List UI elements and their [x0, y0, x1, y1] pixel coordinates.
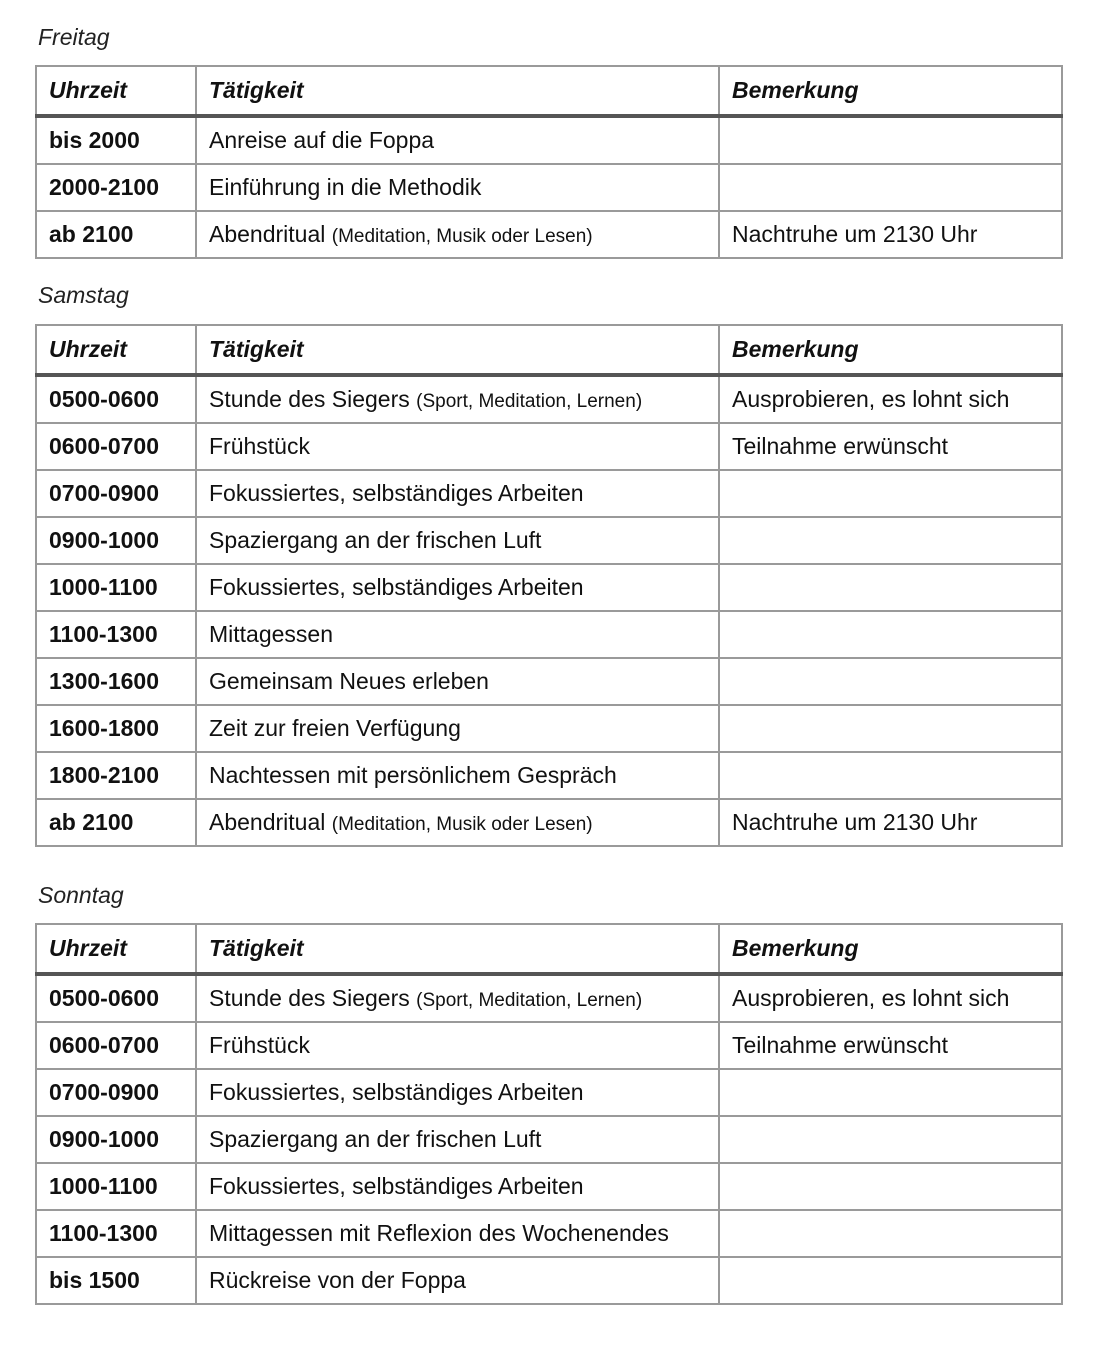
- time-cell: 0600-0700: [36, 423, 196, 470]
- header-uhrzeit: Uhrzeit: [36, 924, 196, 974]
- table-row: [36, 1163, 1062, 1210]
- remark-cell: [719, 564, 1062, 611]
- remark-cell: Nachtruhe um 2130 Uhr: [719, 799, 1062, 846]
- table-row: [36, 1022, 1062, 1069]
- time-cell: bis 2000: [36, 116, 196, 164]
- activity-cell: [196, 1022, 719, 1069]
- time-cell: 1000-1100: [36, 1163, 196, 1210]
- table-row: [36, 1116, 1062, 1163]
- remark-cell: [719, 470, 1062, 517]
- table-row: [36, 517, 1062, 564]
- table-row: [36, 705, 1062, 752]
- table-row: [36, 116, 1062, 164]
- header-uhrzeit: Uhrzeit: [36, 66, 196, 116]
- activity-cell: [196, 116, 719, 164]
- table-row: [36, 1069, 1062, 1116]
- activity-cell: [196, 658, 719, 705]
- activity-text: Einführung in die Methodik: [209, 174, 482, 200]
- activity-text: Fokussiertes, selbständiges Arbeiten: [209, 1173, 584, 1199]
- table-row: [36, 211, 1062, 258]
- activity-text: Gemeinsam Neues erleben: [209, 668, 489, 694]
- time-cell: 1000-1100: [36, 564, 196, 611]
- activity-text: Nachtessen mit persönlichem Gespräch: [209, 762, 617, 788]
- activity-cell: [196, 211, 719, 258]
- activity-cell: [196, 1116, 719, 1163]
- schedule-table-freitag: [35, 65, 1063, 259]
- remark-cell: [719, 1116, 1062, 1163]
- time-cell: 0900-1000: [36, 517, 196, 564]
- table-header-row: [36, 66, 1062, 116]
- activity-note: (Sport, Meditation, Lernen): [416, 990, 643, 1011]
- table-row: [36, 423, 1062, 470]
- activity-cell: [196, 564, 719, 611]
- activity-cell: [196, 752, 719, 799]
- activity-text: Abendritual: [209, 809, 326, 835]
- header-taetigkeit: Tätigkeit: [196, 66, 719, 116]
- remark-cell: Ausprobieren, es lohnt sich: [719, 974, 1062, 1022]
- table-row: [36, 1210, 1062, 1257]
- activity-cell: [196, 1210, 719, 1257]
- activity-cell: [196, 611, 719, 658]
- remark-cell: [719, 1163, 1062, 1210]
- activity-cell: [196, 1069, 719, 1116]
- activity-text: Mittagessen: [209, 621, 334, 647]
- activity-text: Rückreise von der Foppa: [209, 1267, 466, 1293]
- activity-text: Fokussiertes, selbständiges Arbeiten: [209, 574, 584, 600]
- time-cell: ab 2100: [36, 211, 196, 258]
- header-taetigkeit: Tätigkeit: [196, 325, 719, 375]
- schedule-table-samstag: [35, 324, 1063, 847]
- time-cell: bis 1500: [36, 1257, 196, 1304]
- table-row: [36, 470, 1062, 517]
- activity-text: Fokussiertes, selbständiges Arbeiten: [209, 1079, 584, 1105]
- time-cell: 0700-0900: [36, 1069, 196, 1116]
- activity-note: (Sport, Meditation, Lernen): [416, 391, 643, 412]
- activity-text: Zeit zur freien Verfügung: [209, 715, 461, 741]
- time-cell: 0600-0700: [36, 1022, 196, 1069]
- table-row: [36, 1257, 1062, 1304]
- schedule-table-sonntag: [35, 923, 1063, 1305]
- time-cell: 0900-1000: [36, 1116, 196, 1163]
- header-taetigkeit: Tätigkeit: [196, 924, 719, 974]
- remark-cell: [719, 1257, 1062, 1304]
- table-row: [36, 752, 1062, 799]
- header-bemerkung: Bemerkung: [719, 66, 1062, 116]
- time-cell: 0500-0600: [36, 974, 196, 1022]
- time-cell: 2000-2100: [36, 164, 196, 211]
- activity-cell: [196, 164, 719, 211]
- table-row: [36, 611, 1062, 658]
- remark-cell: [719, 658, 1062, 705]
- activity-cell: [196, 974, 719, 1022]
- table-row: [36, 974, 1062, 1022]
- activity-text: Fokussiertes, selbständiges Arbeiten: [209, 480, 584, 506]
- table-row: [36, 799, 1062, 846]
- time-cell: 1100-1300: [36, 1210, 196, 1257]
- table-row: [36, 375, 1062, 423]
- activity-cell: [196, 1257, 719, 1304]
- time-cell: 1800-2100: [36, 752, 196, 799]
- activity-text: Frühstück: [209, 1032, 310, 1058]
- day-title-samstag: Samstag: [38, 282, 129, 308]
- remark-cell: [719, 705, 1062, 752]
- table-row: [36, 564, 1062, 611]
- remark-cell: Ausprobieren, es lohnt sich: [719, 375, 1062, 423]
- remark-cell: [719, 116, 1062, 164]
- remark-cell: [719, 517, 1062, 564]
- activity-text: Mittagessen mit Reflexion des Wochenendes: [209, 1220, 669, 1246]
- activity-text: Anreise auf die Foppa: [209, 127, 435, 153]
- remark-cell: Teilnahme erwünscht: [719, 1022, 1062, 1069]
- activity-text: Spaziergang an der frischen Luft: [209, 527, 542, 553]
- remark-cell: [719, 1210, 1062, 1257]
- time-cell: 0500-0600: [36, 375, 196, 423]
- table-header-row: [36, 924, 1062, 974]
- activity-text: Abendritual: [209, 221, 326, 247]
- header-bemerkung: Bemerkung: [719, 924, 1062, 974]
- remark-cell: [719, 752, 1062, 799]
- header-bemerkung: Bemerkung: [719, 325, 1062, 375]
- activity-text: Stunde des Siegers: [209, 386, 410, 412]
- activity-cell: [196, 799, 719, 846]
- remark-cell: Nachtruhe um 2130 Uhr: [719, 211, 1062, 258]
- activity-cell: [196, 517, 719, 564]
- activity-cell: [196, 705, 719, 752]
- remark-cell: Teilnahme erwünscht: [719, 423, 1062, 470]
- remark-cell: [719, 611, 1062, 658]
- day-title-freitag: Freitag: [38, 24, 110, 50]
- table-header-row: [36, 325, 1062, 375]
- activity-cell: [196, 470, 719, 517]
- time-cell: 1100-1300: [36, 611, 196, 658]
- header-uhrzeit: Uhrzeit: [36, 325, 196, 375]
- activity-cell: [196, 375, 719, 423]
- remark-cell: [719, 1069, 1062, 1116]
- table-row: [36, 164, 1062, 211]
- time-cell: 1300-1600: [36, 658, 196, 705]
- day-title-sonntag: Sonntag: [38, 882, 124, 908]
- activity-text: Frühstück: [209, 433, 310, 459]
- table-row: [36, 658, 1062, 705]
- activity-text: Stunde des Siegers: [209, 985, 410, 1011]
- remark-cell: [719, 164, 1062, 211]
- time-cell: 1600-1800: [36, 705, 196, 752]
- activity-note: (Meditation, Musik oder Lesen): [331, 226, 593, 247]
- activity-cell: [196, 1163, 719, 1210]
- activity-note: (Meditation, Musik oder Lesen): [331, 814, 593, 835]
- time-cell: ab 2100: [36, 799, 196, 846]
- time-cell: 0700-0900: [36, 470, 196, 517]
- activity-text: Spaziergang an der frischen Luft: [209, 1126, 542, 1152]
- activity-cell: [196, 423, 719, 470]
